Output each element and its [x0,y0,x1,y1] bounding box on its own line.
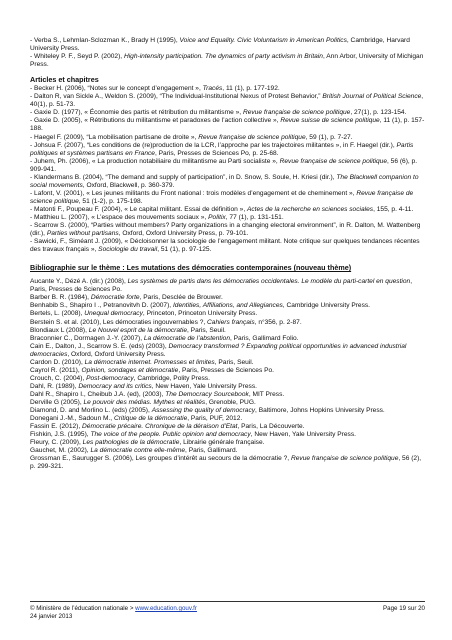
entry-text: , Paris, PUF, 2012. [187,415,243,423]
entry-title: Critique de la démocratie [113,415,188,423]
entry-title: Cahiers français [207,318,255,326]
entry-text: Cain E., Dalton, J., Scarrow S. E. (eds) (2003), [30,342,169,350]
entry-text: , 11 (1), p. 177-192. [222,85,280,93]
page-footer [30,601,425,621]
bibliography-entry [30,310,425,318]
entry-title: Actes de la recherche en sciences sociales [246,205,374,213]
entry-text: - Matthieu L. (2007), « L’espace des mouvements sociaux », [30,213,209,221]
entry-title: Parties without partisans [46,230,119,238]
bibliography-list [30,278,425,471]
entry-title: Les systèmes de partis dans les démocraties occidentales. Le modèle du parti-cartel en question [127,278,411,286]
entry-text: - Gaxie D. (2005), « Rétributions du militantisme et paradoxes de l’action collective », [30,117,281,125]
footer-page-number: Page 19 sur 20 [383,605,425,612]
entry-text: Cardon D. (2010), [30,358,85,366]
footer-copyright [30,605,197,613]
entry-text: , 56 (6), p. 909-941. [30,157,418,173]
entry-title: Post-democracy [86,374,134,382]
entry-title: Les pathologies de la démocratie [82,439,180,447]
entry-text: Blondiaux L (2008), [30,326,89,334]
bibliography-entry [30,319,425,327]
entry-text: Berstein S. et al. (2010), Les démocraties ingouvernables ?, [30,318,208,326]
bibliography-entry [30,407,425,415]
entry-text: - Scarrow S. (2000), “Parties without members? Party organizations in a changing electoral environment”, in R. Dalton, M. Wattenberg (dir.), [30,222,421,238]
entry-text: , 77 (1), p. 131-151. [225,213,284,221]
article-entry [30,238,425,254]
article-entry [30,85,425,93]
entry-text: , Paris, Presses de Sciences Po. [30,278,413,294]
entry-text: , New Haven, Yale University Press. [151,382,257,390]
entry-text: , Oxford, Oxford University Press, p. 79-101. [118,230,249,238]
articles-heading: Articles et chapitres [30,75,99,85]
article-entry [30,134,425,142]
bibliography-entry [30,431,425,439]
entry-text: , New Haven, Yale University Press. [250,431,356,439]
article-entry [30,206,425,214]
entry-text: , 27(1), p. 123-154. [350,109,407,117]
entry-text: Crouch, C. (2004), [30,374,87,382]
article-entry [30,158,425,174]
footer-copyright-text: © Ministère de l’éducation nationale > [30,605,136,612]
entry-text: - Whiteley P. F., Seyd P. (2002), [30,53,124,61]
book-entries-list [30,37,425,69]
entry-text: Grossman E., Saurugger S. (2006), Les groupes d’intérêt au secours de la démocratie ?, [30,455,291,463]
bibliography-entry [30,294,425,302]
entry-text: , Oxford, Blackwell, p. 360-379. [82,181,175,189]
bibliography-entry [30,439,425,447]
entry-text: Gauchet, M. (2002), [30,447,91,455]
bibliography-entry [30,343,425,359]
entry-text: , 11 (1), p. 157-188. [30,117,425,133]
entry-text: , Paris, Seuil. [187,326,226,334]
entry-text: , Paris, Presses de Sciences Po, p. 25-68. [154,149,279,157]
entry-title: The Blackwell companion to social movements [30,173,419,189]
footer-row [30,605,425,613]
entry-text: - Gaxie D. (1977), « Économie des partis et rétribution du militantisme », [30,109,243,117]
entry-text: , 155, p. 4-11. [373,205,414,213]
entry-title: Identities, Affiliations, and Allegiances [172,302,283,310]
entry-title: Democracy and its critics [78,382,152,390]
article-entry [30,109,425,117]
entry-text: - Verba S., Lehmlan-Sclozman K., Brady H (1995), [30,37,180,44]
entry-text: , Cambridge, Polity Press. [133,374,210,382]
bibliography-entry [30,327,425,335]
entry-text: , n°356, p. 2-87. [254,318,302,326]
article-entry [30,117,425,133]
entry-text: , Oxford, Oxford University Press. [67,350,166,358]
entry-text: , 51 (1), p. 97-125. [157,246,212,254]
entry-text: , 51 (1-2), p. 175-198. [78,197,143,205]
book-entry [30,37,425,53]
entry-text: , MIT Press. [248,390,285,398]
bibliography-entry [30,447,425,455]
entry-text: , Grenoble, PUG. [205,398,256,406]
entry-text: - Matonti F., Poupeau F. (2004), « Le capital militant. Essai de définition », [30,205,247,213]
entry-title: The Democracy Sourcebook [165,390,249,398]
entry-text: - Klandermans B. (2004), “The demand and supply of participation”, in D. Snow, S. Soule, H. Kriesi (dir.), [30,173,337,181]
book-entry [30,53,425,69]
bibliography-entry [30,415,425,423]
entry-title: La démocratie internet. Promesses et limites [84,358,215,366]
article-entry [30,214,425,222]
article-entry [30,174,425,190]
entry-text: Dahl R., Shapiro I., Cheibub J.A. (ed), (2003), [30,390,166,398]
entry-title: La démocratie de l’abstention [143,334,230,342]
entry-title: Revue française de science politique [242,109,351,117]
articles-list [30,85,425,254]
entry-text: Braconnier C., Dormagen J.-Y. (2007), [30,334,144,342]
entry-text: , Cambridge University Press. [282,302,371,310]
entry-text: Derville G (2005), [30,398,84,406]
entry-title: Revue française de science politique [290,455,399,463]
bibliography-entry [30,302,425,310]
entry-title: Sociologie du travail [98,246,158,254]
entry-text: , 59 (1), p. 7-27. [305,133,353,141]
entry-title: The voice of the people. Public opinion and democracy [90,431,251,439]
entry-text: , 56 (2), p. 299-321. [30,455,422,471]
entry-text: Cayrol R. (2011), [30,366,82,374]
entry-title: Démocratie forte [90,294,140,302]
entry-text: Barber B. R. (1984), [30,294,91,302]
entry-text: , 40(1), p. 51-73. [30,93,424,109]
bibliography-entry [30,367,425,375]
entry-title: Revue française de science politique [30,189,414,205]
entry-title: Revue française de science politique [279,157,387,165]
entry-text: - Becker H. (2006), “Notes sur le concept d’engagement », [30,85,203,93]
entry-text: Aucante Y., Dézé A. (dir.) (2008), [30,278,128,286]
entry-text: - Dalton R, van Sickle A., Weldon S. (2009), “The Individual-Institutional Nexus of Protest Behavior,” [30,93,323,101]
footer-link[interactable]: www.education.gouv.fr [135,605,197,612]
bibliography-entry [30,423,425,431]
bibliography-entry [30,391,425,399]
entry-text: , Ann Arbor, University of Michigan Press. [30,53,424,69]
biblio-heading: Bibliographie sur le thème : Les mutations des démocraties contemporaines (nouveau thème) [30,263,352,273]
entry-text: Fassin E. (2012), [30,423,83,431]
entry-title: Politix [208,213,226,221]
article-entry [30,142,425,158]
entry-title: Opinion, sondages et démocratie [81,366,179,374]
entry-text: - Lafont, V. (2001), « Les jeunes militants du Front national : trois modèles d’engagement et de cheminement », [30,189,357,197]
bibliography-entry [30,399,425,407]
bibliography-entry [30,455,425,471]
bibliography-entry [30,335,425,343]
entry-title: High-intensity participation. The dynamics of party activism in Britain [123,53,323,61]
entry-text: - Sawicki, F., Siméant J. (2009), « Décloisonner la sociologie de l’engagement militant. Note critique sur quelques tendances récentes des travaux français », [30,238,420,254]
entry-text: Fleury, C. (2009), [30,439,83,447]
article-entry [30,93,425,109]
entry-title: Partis politiques et systèmes partisans en France [30,141,414,157]
entry-text: , Librairie générale française. [179,439,265,447]
entry-title: British Journal of Political Science [322,93,422,101]
entry-text: , Paris, Seuil. [214,358,254,366]
entry-title: Le Nouvel esprit de la démocratie [88,326,188,334]
entry-title: Unequal democracy [84,310,143,318]
bibliography-entry [30,375,425,383]
entry-text: , Cambridge, Harvard University Press. [30,37,410,53]
entry-text: , Paris, Gallimard Folio. [230,334,299,342]
entry-text: , Paris, Presses de Sciences Po. [178,366,274,374]
bibliography-entry [30,383,425,391]
entry-text: , Paris, Desclée de Brouwer. [139,294,223,302]
entry-text: Diamond, D. and Morlino L. (eds) (2005), [30,407,152,415]
entry-text: , Paris, La Découverte. [237,423,305,431]
article-entry [30,190,425,206]
entry-text: , Paris, Gallimard. [185,447,238,455]
entry-title: Revue française de science politique [198,133,306,141]
entry-text: Bertels, L. (2008), [30,310,85,318]
entry-title: Tracés [202,85,223,93]
entry-title: Revue suisse de science politique [280,117,380,125]
entry-text: , Princeton, Princeton University Press. [142,310,258,318]
entry-title: La démocratie contre elle-même [90,447,186,455]
entry-title: Démocratie précaire. Chronique de la déraison d’Etat [82,423,238,431]
entry-text: Benhabib S., Shapiro I ., Petranovitvh D. (2007), [30,302,173,310]
entry-text: Dahl, R. (1989), [30,382,79,390]
page-content [30,37,425,471]
article-entry [30,222,425,238]
entry-text: - Johsua F. (2007), “Les conditions de (re)production de la LCR, l’approche par les trajectoires militantes », in F. Haegel (dir.), [30,141,397,149]
entry-text: - Juhem, Ph. (2006), « La production notabiliaire du militantisme au Parti socialiste », [30,157,280,165]
entry-title: Le pouvoir des médias. Mythes et réalités [83,398,206,406]
footer-divider [30,601,425,602]
entry-text: Donegani J.-M., Sadoun M., [30,415,114,423]
entry-title: Democracy transformed ? Expanding political opportunities in advanced industrial democracies [30,342,407,358]
bibliography-entry [30,359,425,367]
entry-title: Voice and Equality. Civic Voluntarism in American Politics [179,37,347,44]
entry-text: - Haegel F. (2009), “La mobilisation partisane de droite », [30,133,199,141]
entry-text: , Baltimore, Johns Hopkins University Press. [255,407,385,415]
entry-title: Assessing the quality of democracy [151,407,256,415]
bibliography-entry [30,278,425,294]
footer-date: 24 janvier 2013 [30,613,73,620]
entry-text: Fishkin, J.S. (1995), [30,431,91,439]
